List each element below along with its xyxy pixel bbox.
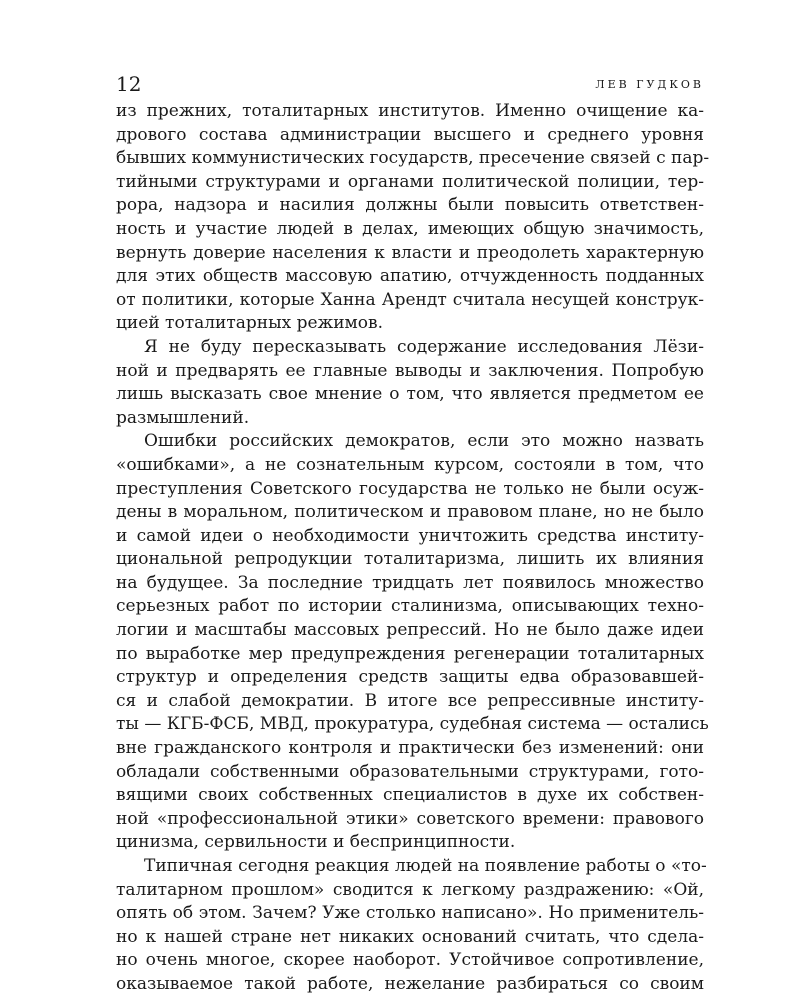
paragraph bbox=[116, 855, 707, 997]
body-text bbox=[116, 100, 710, 997]
text-line: цинизма, сервильности и беспринципности. bbox=[116, 832, 516, 853]
text-line: из прежних, тоталитарных институтов. Именно очищение ка- bbox=[116, 101, 704, 121]
text-line: лишь высказать свое мнение о том, что является предметом ее bbox=[116, 384, 704, 405]
text-line: бывших коммунистических государств, пресечение связей с пар- bbox=[116, 148, 710, 169]
text-line: вернуть доверие населения к власти и преодолеть характерную bbox=[116, 242, 704, 263]
text-line: по выработке мер предупреждения регенерации тоталитарных bbox=[116, 643, 704, 664]
text-line: обладали собственными образовательными структурами, гото- bbox=[116, 761, 704, 782]
text-line: вящими своих собственных специалистов в духе их собствен- bbox=[116, 785, 704, 806]
text-line: оказываемое такой работе, нежелание разбираться со своим bbox=[116, 973, 704, 994]
text-line: преступления Советского государства не только не были осуж- bbox=[116, 478, 704, 499]
text-line: но очень многое, скорее наоборот. Устойчивое сопротивление, bbox=[116, 950, 704, 971]
text-line: циональной репродукции тоталитаризма, лишить их влияния bbox=[116, 549, 704, 570]
paragraph bbox=[116, 336, 704, 430]
text-line: на будущее. За последние тридцать лет появилось множество bbox=[116, 572, 704, 593]
text-line: рора, надзора и насилия должны были повысить ответствен- bbox=[116, 195, 704, 216]
running-header: ЛЕВ ГУДКОВ bbox=[595, 78, 704, 91]
text-line: ной и предварять ее главные выводы и заключения. Попробую bbox=[116, 360, 704, 381]
paragraph bbox=[116, 430, 709, 855]
text-line: тийными структурами и органами политической полиции, тер- bbox=[116, 171, 704, 192]
text-line: ся и слабой демократии. В итоге все репрессивные институ- bbox=[116, 690, 704, 711]
paragraph bbox=[116, 100, 710, 336]
text-line: дены в моральном, политическом и правовом плане, но не было bbox=[116, 502, 704, 523]
text-line: Я не буду пересказывать содержание исследования Лёзи- bbox=[144, 336, 704, 357]
text-line: ной «профессиональной этики» советского времени: правового bbox=[116, 808, 704, 829]
text-line: Ошибки российских демократов, если это можно назвать bbox=[144, 431, 704, 452]
text-line: Типичная сегодня реакция людей на появление работы о «то- bbox=[144, 856, 707, 876]
text-line: вне гражданского контроля и практически без изменений: они bbox=[116, 738, 704, 759]
text-line: цией тоталитарных режимов. bbox=[116, 313, 383, 334]
text-line: ность и участие людей в делах, имеющих общую значимость, bbox=[116, 218, 704, 239]
text-line: но к нашей стране нет никаких оснований считать, что сдела- bbox=[116, 926, 704, 947]
text-line: «ошибками», а не сознательным курсом, состояли в том, что bbox=[116, 454, 704, 475]
text-line: для этих обществ массовую апатию, отчужденность подданных bbox=[116, 266, 704, 287]
text-line: талитарном прошлом» сводится к легкому раздражению: «Ой, bbox=[116, 879, 704, 900]
text-line: и самой идеи о необходимости уничтожить средства институ- bbox=[116, 525, 704, 546]
text-line: опять об этом. Зачем? Уже столько написано». Но применитель- bbox=[116, 903, 704, 924]
text-line: логии и масштабы массовых репрессий. Но не было даже идеи bbox=[116, 620, 704, 641]
text-line: ты — КГБ-ФСБ, МВД, прокуратура, судебная система — остались bbox=[116, 714, 709, 735]
text-line: серьезных работ по истории сталинизма, описывающих техно- bbox=[116, 596, 704, 617]
text-line: структур и определения средств защиты едва образовавшей- bbox=[116, 667, 704, 688]
page-number: 12 bbox=[116, 72, 142, 96]
text-line: дрового состава администрации высшего и среднего уровня bbox=[116, 124, 704, 145]
text-line: от политики, которые Ханна Арендт считала несущей конструк- bbox=[116, 289, 704, 310]
text-line: размышлений. bbox=[116, 407, 250, 428]
